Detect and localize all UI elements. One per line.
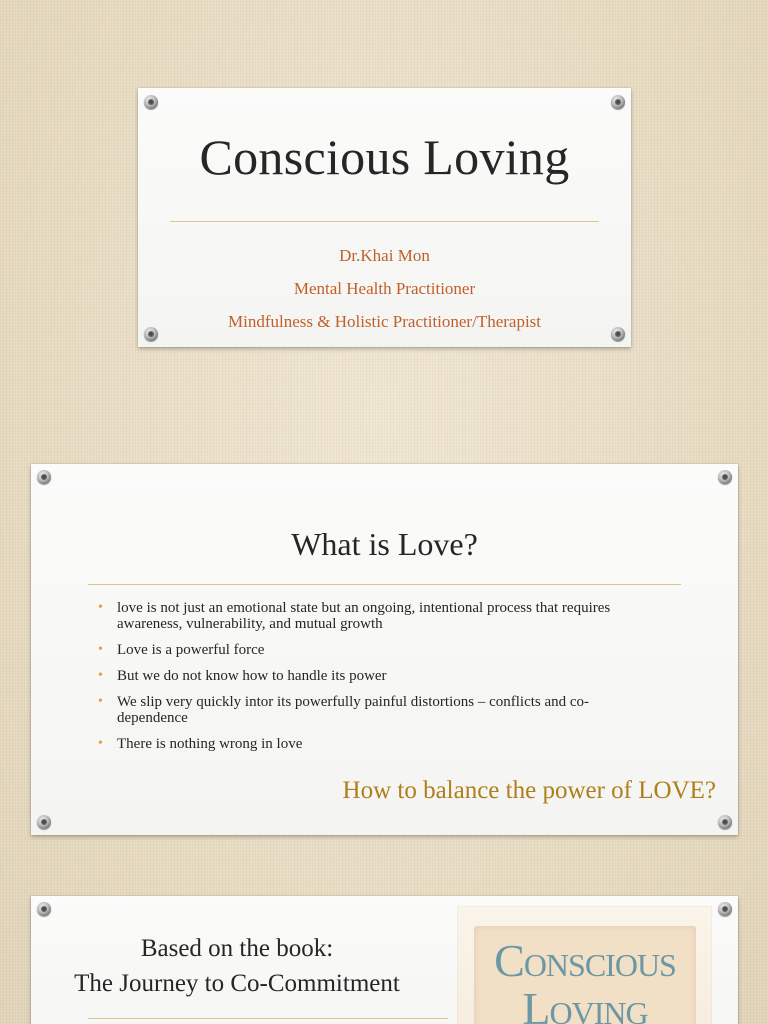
title-divider — [88, 584, 681, 585]
content-slide — [31, 464, 738, 835]
book-heading: The Journey to Co-Commitment — [74, 970, 400, 997]
screw-icon — [37, 902, 51, 916]
book-cover-title: Loving — [522, 983, 648, 1024]
author-name: Dr.Khai Mon — [339, 246, 430, 265]
book-cover-image — [457, 906, 712, 1024]
slide-title: Conscious Loving — [199, 129, 570, 185]
list-item-text: We slip very quickly intor its powerfully painful distortions – conflicts and co-dependence — [117, 694, 590, 726]
screw-icon — [718, 815, 732, 829]
bullet-icon: • — [98, 694, 103, 709]
list-item — [97, 642, 657, 658]
screw-icon — [37, 470, 51, 484]
list-item — [97, 600, 657, 632]
list-item — [97, 694, 657, 726]
book-heading: Based on the book: — [140, 935, 334, 962]
callout-question: How to balance the power of LOVE? — [342, 777, 716, 804]
screw-icon — [37, 815, 51, 829]
bullet-list — [97, 600, 657, 762]
author-role: Mindfulness & Holistic Practitioner/Therapist — [227, 312, 542, 331]
title-divider — [170, 221, 599, 222]
heading-divider — [88, 1018, 448, 1019]
book-slide — [31, 896, 738, 1024]
list-item-text: love is not just an emotional state but an ongoing, intentional process that requires awareness, vulnerability, and mutual growth — [117, 600, 611, 632]
screw-icon — [611, 95, 625, 109]
list-item-text: Love is a powerful force — [117, 642, 265, 658]
list-item — [97, 736, 657, 752]
bullet-icon: • — [98, 642, 103, 657]
bullet-icon: • — [98, 736, 103, 751]
bullet-icon: • — [98, 600, 103, 615]
screw-icon — [718, 902, 732, 916]
screw-icon — [718, 470, 732, 484]
slide-title: What is Love? — [291, 526, 478, 562]
author-role: Mental Health Practitioner — [293, 279, 476, 298]
book-cover-title: Conscious — [494, 935, 676, 986]
list-item-text: There is nothing wrong in love — [117, 736, 303, 752]
bullet-icon: • — [98, 668, 103, 683]
title-slide — [138, 88, 631, 347]
screw-icon — [144, 95, 158, 109]
book-cover-panel — [474, 926, 696, 1024]
list-item — [97, 668, 657, 684]
list-item-text: But we do not know how to handle its power — [117, 668, 387, 684]
